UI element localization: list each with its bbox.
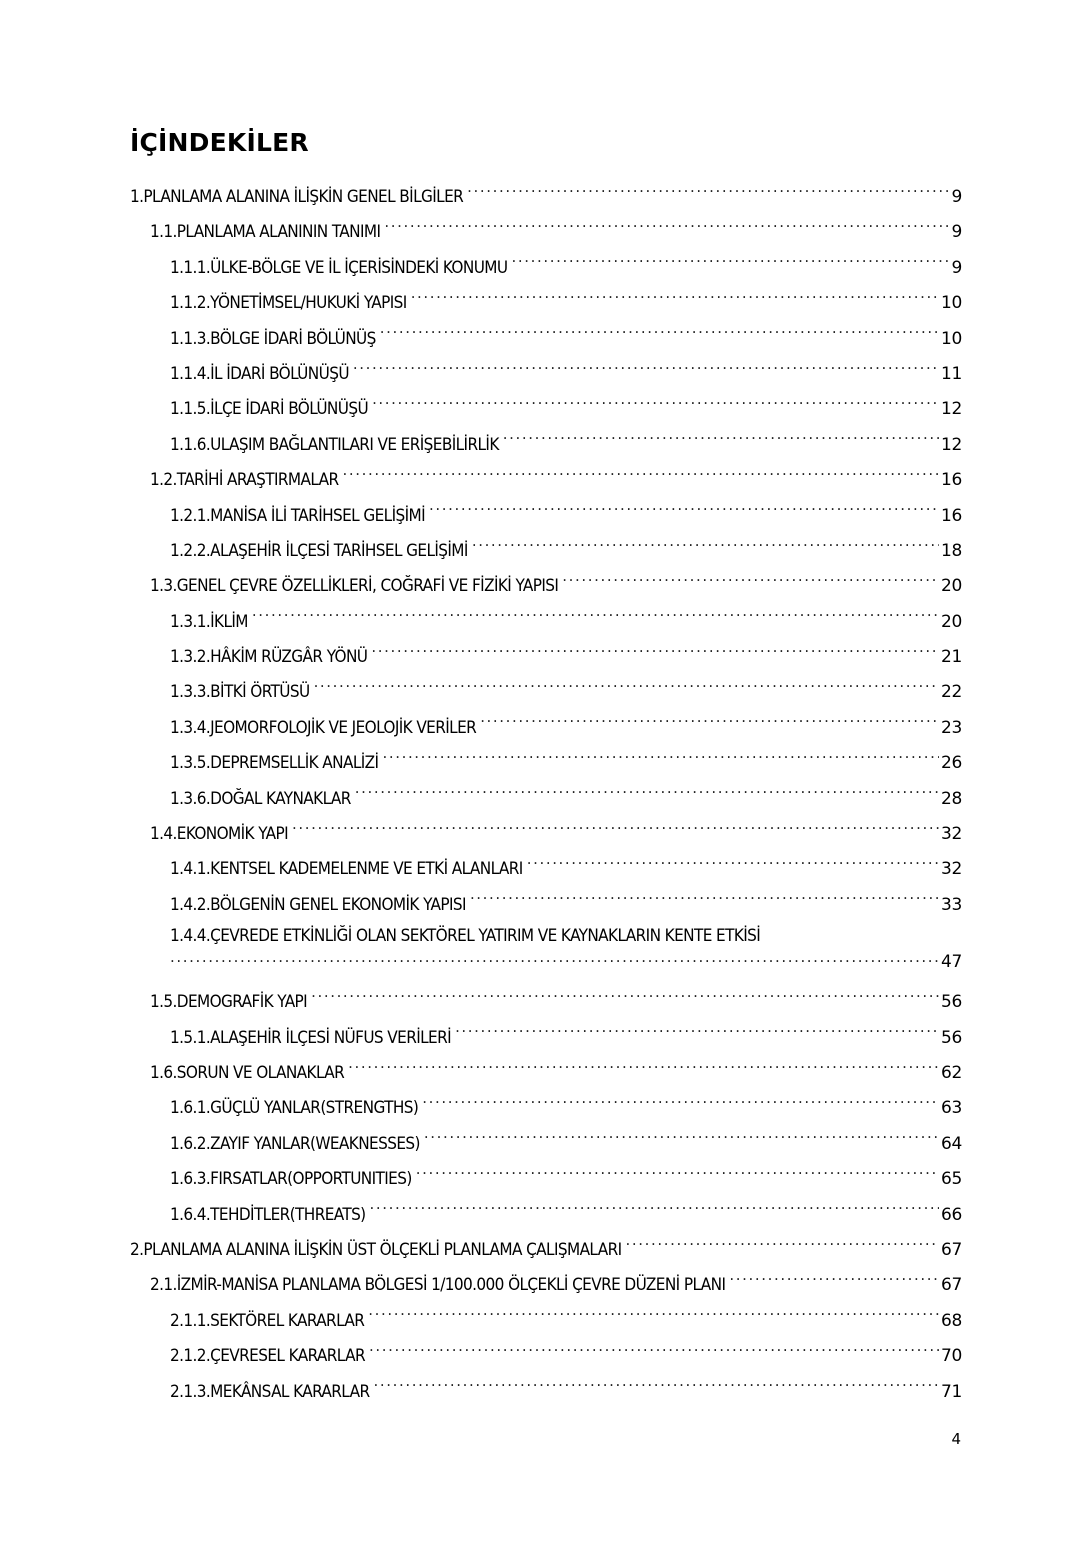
dot-leader [470, 893, 939, 910]
table-of-contents [130, 180, 962, 1410]
toc-entry-page: 10 [940, 328, 962, 349]
toc-entry-label: 1.3.GENEL ÇEVRE ÖZELLİKLERİ, COĞRAFİ VE FİZİKİ YAPISI [150, 576, 559, 597]
toc-entry-label: 2.PLANLAMA ALANINA İLİŞKİN ÜST ÖLÇEKLİ PLANLAMA ÇALIŞMALARI [130, 1239, 622, 1260]
toc-entry[interactable] [130, 392, 962, 427]
toc-entry-page: 71 [940, 1381, 962, 1402]
toc-entry-label: 1.2.TARİHİ ARAŞTIRMALAR [150, 470, 339, 491]
dot-leader [422, 1096, 939, 1113]
dot-leader [292, 822, 939, 839]
toc-entry[interactable] [130, 746, 962, 781]
toc-entry-label: 1.6.4.TEHDİTLER(THREATS) [170, 1204, 366, 1225]
toc-entry-page: 9 [951, 257, 962, 278]
toc-entry[interactable] [130, 985, 962, 1020]
toc-entry-page: 33 [940, 894, 962, 915]
toc-entry-page: 28 [940, 788, 962, 809]
toc-entry[interactable] [130, 499, 962, 534]
toc-entry-label: 1.5.1.ALAŞEHİR İLÇESİ NÜFUS VERİLERİ [170, 1027, 452, 1048]
toc-entry[interactable] [130, 1056, 962, 1091]
toc-entry[interactable] [130, 251, 962, 286]
dot-leader [429, 504, 939, 521]
dot-leader [380, 327, 939, 344]
toc-entry-label: 1.2.1.MANİSA İLİ TARİHSEL GELİŞİMİ [170, 505, 426, 526]
toc-entry-page: 32 [940, 859, 962, 880]
dot-leader [416, 1167, 939, 1184]
toc-entry-page: 70 [940, 1346, 962, 1367]
toc-entry[interactable] [130, 180, 962, 215]
dot-leader [384, 220, 949, 237]
toc-entry-page: 56 [940, 1027, 962, 1048]
page-number: 4 [951, 1430, 961, 1448]
toc-entry-page: 56 [940, 992, 962, 1013]
toc-entry-label: 1.1.PLANLAMA ALANININ TANIMI [150, 222, 381, 243]
toc-entry-page: 47 [940, 952, 962, 973]
toc-entry-label: 1.3.5.DEPREMSELLİK ANALİZİ [170, 753, 379, 774]
dot-leader [512, 256, 950, 273]
toc-entry[interactable] [130, 782, 962, 817]
dot-leader [480, 716, 939, 733]
dot-leader [527, 857, 939, 874]
toc-entry-continuation [170, 949, 962, 975]
toc-entry[interactable] [130, 569, 962, 604]
toc-entry-page: 63 [940, 1098, 962, 1119]
toc-entry-page: 67 [940, 1275, 962, 1296]
toc-entry[interactable] [130, 1091, 962, 1126]
toc-entry[interactable] [130, 1375, 962, 1410]
toc-entry-page: 21 [940, 647, 962, 668]
toc-entry-label: 1.6.3.FIRSATLAR(OPPORTUNITIES) [170, 1169, 412, 1190]
toc-entry-label: 2.1.İZMİR-MANİSA PLANLAMA BÖLGESİ 1/100.000 ÖLÇEKLİ ÇEVRE DÜZENİ PLANI [150, 1275, 726, 1296]
toc-entry-page: 9 [951, 187, 962, 207]
toc-entry-page: 12 [940, 399, 962, 420]
toc-entry-page: 32 [940, 824, 962, 845]
toc-entry[interactable] [130, 711, 962, 746]
toc-entry[interactable] [130, 534, 962, 569]
dot-leader [353, 362, 939, 379]
dot-leader [424, 1132, 939, 1149]
toc-entry-page: 23 [940, 717, 962, 738]
toc-entry-page: 62 [940, 1062, 962, 1083]
toc-entry-label: 1.3.6.DOĞAL KAYNAKLAR [170, 788, 351, 809]
toc-entry-label: 1.1.6.ULAŞIM BAĞLANTILARI VE ERİŞEBİLİRLİK [170, 434, 499, 455]
toc-entry-page: 64 [940, 1133, 962, 1154]
dot-leader [382, 751, 938, 768]
toc-entry-label: 1.3.2.HÂKİM RÜZGÂR YÖNÜ [170, 647, 368, 668]
dot-leader [729, 1273, 939, 1290]
toc-entry[interactable] [130, 1021, 962, 1056]
dot-leader [371, 645, 939, 662]
toc-entry-page: 16 [940, 505, 962, 526]
toc-entry-page: 12 [940, 434, 962, 455]
dot-leader [411, 291, 939, 308]
toc-entry-label: 1.1.2.YÖNETİMSEL/HUKUKİ YAPISI [170, 293, 407, 314]
toc-entry[interactable] [130, 1304, 962, 1339]
toc-entry-label: 1.1.4.İL İDARİ BÖLÜNÜŞÜ [170, 363, 349, 384]
toc-entry-label: 1.4.EKONOMİK YAPI [150, 824, 289, 845]
toc-entry[interactable] [130, 923, 962, 985]
toc-entry-page: 16 [940, 470, 962, 491]
toc-entry-label: 1.4.2.BÖLGENİN GENEL EKONOMİK YAPISI [170, 894, 466, 915]
toc-entry[interactable] [130, 1127, 962, 1162]
toc-entry-page: 9 [951, 222, 962, 243]
toc-entry-label: 2.1.3.MEKÂNSAL KARARLAR [170, 1381, 370, 1402]
toc-entry-page: 67 [940, 1239, 962, 1260]
toc-entry[interactable] [130, 817, 962, 852]
toc-entry[interactable] [130, 640, 962, 675]
dot-leader [370, 1203, 939, 1220]
toc-entry-label: 1.1.3.BÖLGE İDARİ BÖLÜNÜŞ [170, 328, 376, 349]
toc-entry-label: 2.1.1.SEKTÖREL KARARLAR [170, 1310, 365, 1331]
toc-entry[interactable] [130, 428, 962, 463]
toc-entry-label: 1.3.3.BİTKİ ÖRTÜSÜ [170, 682, 310, 703]
toc-entry[interactable] [130, 888, 962, 923]
toc-entry-label: 1.3.1.İKLİM [170, 611, 248, 632]
toc-entry[interactable] [130, 322, 962, 357]
toc-entry-label: 1.6.1.GÜÇLÜ YANLAR(STRENGTHS) [170, 1098, 419, 1119]
dot-leader [369, 1344, 939, 1361]
toc-entry[interactable] [130, 1233, 962, 1268]
dot-leader [503, 433, 939, 450]
toc-entry-label: 2.1.2.ÇEVRESEL KARARLAR [170, 1346, 365, 1367]
toc-entry-page: 22 [940, 682, 962, 703]
toc-entry[interactable] [130, 215, 962, 250]
toc-entry-page: 65 [940, 1169, 962, 1190]
toc-entry-page: 26 [940, 753, 962, 774]
toc-entry-label: 1.6.2.ZAYIF YANLAR(WEAKNESSES) [170, 1133, 420, 1154]
toc-entry-page: 66 [940, 1204, 962, 1225]
dot-leader [311, 990, 939, 1007]
toc-entry-label: 1.4.1.KENTSEL KADEMELENME VE ETKİ ALANLARI [170, 859, 523, 880]
toc-entry[interactable] [130, 1339, 962, 1374]
toc-entry-page: 20 [940, 576, 962, 597]
toc-entry-page: 10 [940, 293, 962, 314]
toc-entry-label: 1.1.1.ÜLKE-BÖLGE VE İL İÇERİSİNDEKİ KONUMU [170, 257, 508, 278]
toc-entry[interactable] [130, 1268, 962, 1303]
toc-entry[interactable] [130, 1198, 962, 1233]
toc-entry-page: 20 [940, 611, 962, 632]
toc-entry-label: 1.3.4.JEOMORFOLOJİK VE JEOLOJİK VERİLER [170, 717, 477, 738]
toc-entry-label: 1.PLANLAMA ALANINA İLİŞKİN GENEL BİLGİLER [130, 187, 464, 207]
toc-entry-page: 11 [940, 363, 962, 384]
toc-entry[interactable] [130, 852, 962, 887]
dot-leader [343, 468, 939, 485]
toc-entry[interactable] [130, 286, 962, 321]
toc-entry[interactable] [130, 463, 962, 498]
toc-entry-label: 1.1.5.İLÇE İDARİ BÖLÜNÜŞÜ [170, 399, 369, 420]
toc-entry[interactable] [130, 675, 962, 710]
toc-entry-page: 18 [940, 540, 962, 561]
dot-leader [355, 787, 939, 804]
toc-entry[interactable] [130, 357, 962, 392]
dot-leader [372, 397, 939, 414]
dot-leader [368, 1309, 939, 1326]
toc-entry[interactable] [130, 1162, 962, 1197]
dot-leader [314, 680, 939, 697]
toc-entry-label: 1.6.SORUN VE OLANAKLAR [150, 1062, 345, 1083]
dot-leader [374, 1380, 939, 1397]
dot-leader [562, 574, 939, 591]
toc-entry-page: 68 [940, 1310, 962, 1331]
dot-leader [472, 539, 939, 556]
dot-leader [170, 950, 939, 967]
toc-entry[interactable] [130, 605, 962, 640]
toc-entry-label: 1.2.2.ALAŞEHİR İLÇESİ TARİHSEL GELİŞİMİ [170, 540, 468, 561]
toc-entry-label: 1.5.DEMOGRAFİK YAPI [150, 992, 308, 1013]
dot-leader [626, 1238, 939, 1255]
toc-entry-label: 1.4.4.ÇEVREDE ETKİNLİĞİ OLAN SEKTÖREL YATIRIM VE KAYNAKLARIN KENTE ETKİSİ [170, 926, 761, 947]
dot-leader [348, 1061, 939, 1078]
dot-leader [467, 185, 949, 202]
toc-title: İÇİNDEKİLER [130, 128, 309, 157]
dot-leader [252, 610, 939, 627]
dot-leader [455, 1026, 939, 1043]
